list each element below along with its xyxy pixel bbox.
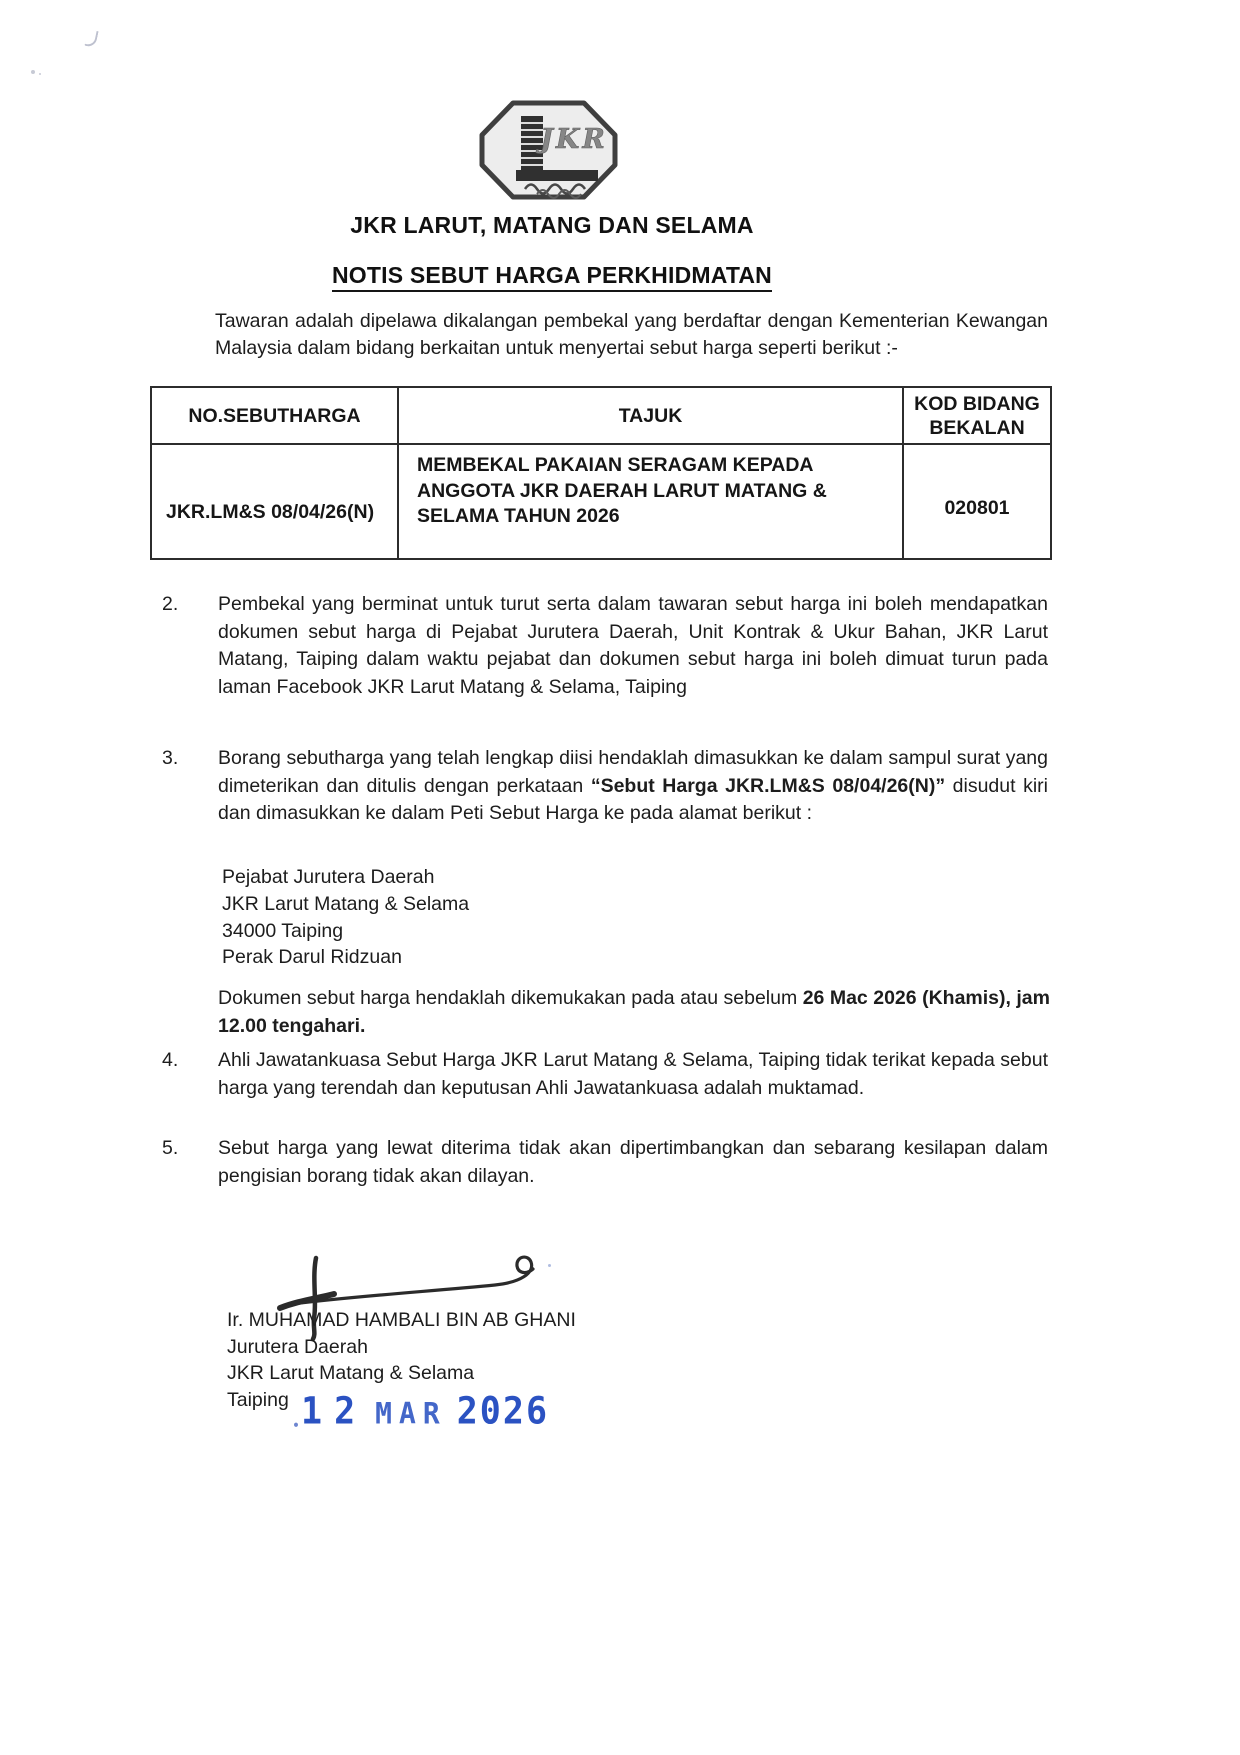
table-header-row [151,387,1051,444]
deadline-date-bold: 26 Mac 2026 (Khamis), jam 12.00 tengahari. [218,987,1050,1037]
list-item-5 [162,1135,1048,1190]
stamp-day: 12 [301,1390,368,1434]
cell-supply-code: 020801 [903,444,1051,559]
column-header-kod-bidang: KOD BIDANG BEKALAN [903,387,1051,444]
address-line: 34000 Taiping [222,919,344,942]
item-text-suffix: disudut kiri dan dimasukkan ke dalam Peti Sebut Harga ke pada alamat berikut : [218,774,1049,824]
address-line: Perak Darul Ridzuan [222,946,402,969]
stamp-month: MAR [375,1396,447,1432]
stamp-ink-dot [294,1423,298,1427]
quotation-reference-bold: “Sebut Harga JKR.LM&S 08/04/26(N)” [590,774,946,797]
deadline-prefix: Dokumen sebut harga hendaklah dikemukakan pada atau sebelum [218,987,803,1009]
intro-paragraph: Tawaran adalah dipelawa dikalangan pembekal yang berdaftar dengan Kementerian Kewangan Malaysia dalam bidang berkaitan untuk menyertai sebut harga seperti berikut :- [215,309,1048,359]
item-text: Pembekal yang berminat untuk turut serta dalam tawaran sebut harga ini boleh mendapatkan dokumen sebut harga di Pejabat Jurutera Daerah, Unit Kontrak & Ukur Bahan, JKR Larut Matang, Taiping dalam waktu pejabat dan dokumen sebut harga ini boleh dimuat turun pada laman Facebook JKR Larut Matang & Selama, Taiping [218,593,1048,698]
address-line: Pejabat Jurutera Daerah [222,866,435,888]
page-title: JKR LARUT, MATANG DAN SELAMA [350,212,754,238]
item-text [218,745,1048,828]
item-number: 5. [162,1137,179,1159]
cell-quotation-number: JKR.LM&S 08/04/26(N) [151,444,398,559]
list-item-2 [162,591,1048,701]
scan-artifact [84,29,98,48]
document-header [152,210,952,292]
stamp-year: 2026 [456,1390,550,1434]
table-row [151,444,1051,559]
signatory-name: Ir. MUHAMAD HAMBALI BIN AB GHANI [227,1309,576,1331]
item-number: 3. [162,747,179,769]
logo-jkr-text: JKR [540,124,608,155]
scan-artifact [31,70,35,74]
item-text: Sebut harga yang lewat diterima tidak akan dipertimbangkan dan sebarang kesilapan dalam pengisian borang tidak akan dilayan. [218,1137,1048,1187]
logo-base-bar [516,170,598,181]
jkr-logo-graphic [477,99,619,201]
cell-quotation-title: MEMBEKAL PAKAIAN SERAGAM KEPADA ANGGOTA JKR DAERAH LARUT MATANG & SELAMA TAHUN 2026 [398,444,903,559]
deadline-paragraph [218,985,1050,1040]
signatory-position: Jurutera Daerah [227,1335,368,1358]
page-subtitle: NOTIS SEBUT HARGA PERKHIDMATAN [332,261,772,292]
column-header-no-sebutharga: NO.SEBUTHARGA [151,387,398,444]
column-header-tajuk: TAJUK [398,387,903,444]
item-text: Ahli Jawatankuasa Sebut Harga JKR Larut Matang & Selama, Taiping tidak terikat kepada sebut harga yang terendah dan keputusan Ahli Jawatankuasa adalah muktamad. [218,1049,1048,1099]
signatory-location: Taiping [227,1388,289,1411]
signatory-office: JKR Larut Matang & Selama [227,1362,475,1385]
item-number: 4. [162,1049,179,1071]
jkr-logo [477,99,619,201]
list-item-3 [162,745,1048,828]
address-line: JKR Larut Matang & Selama [222,892,470,915]
list-item-4 [162,1047,1048,1102]
date-stamp [294,1391,549,1433]
item-text-prefix: Borang sebutharga yang telah lengkap diisi hendaklah dimasukkan ke dalam sampul surat yang dimeterikan dan ditulis dengan perkataan [218,747,1048,797]
submission-address [222,864,469,971]
quotation-table [150,386,1052,560]
item-number: 2. [162,593,179,615]
